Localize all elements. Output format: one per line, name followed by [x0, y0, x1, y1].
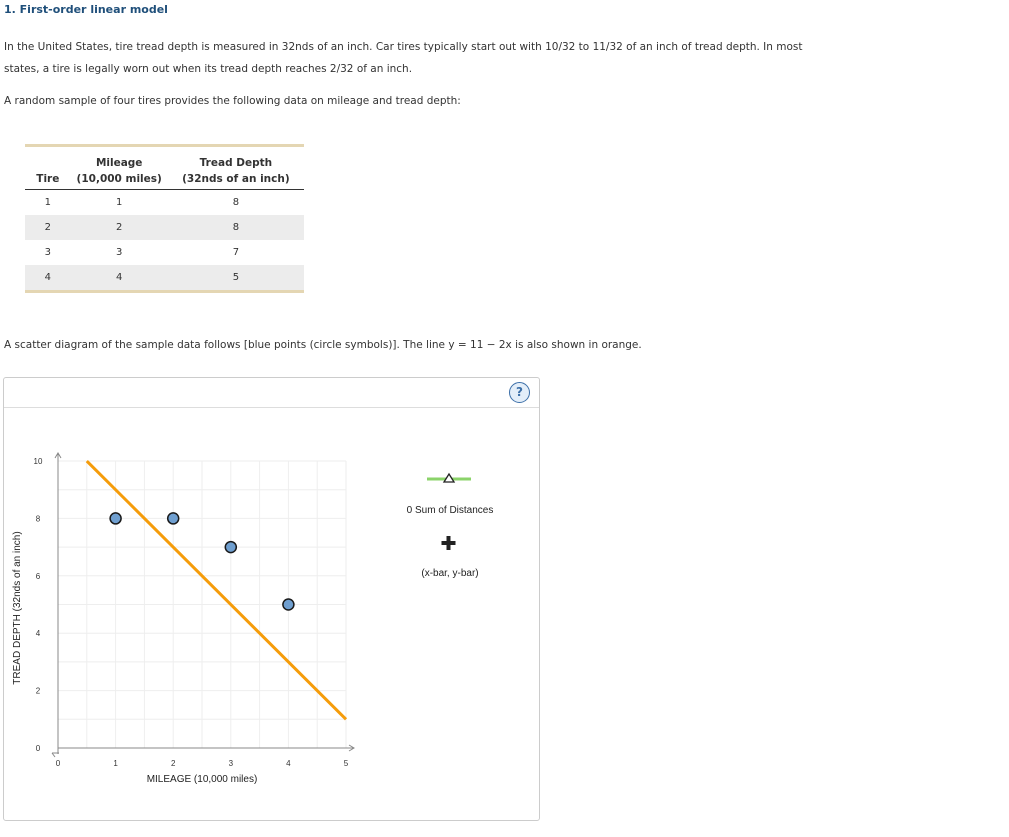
y-tick-label: 4 [35, 629, 41, 639]
plus-icon[interactable] [442, 536, 456, 550]
cell-tire: 1 [44, 197, 51, 208]
sample-text: A random sample of four tires provides the following data on mileage and tread depth: [4, 95, 461, 107]
y-tick-label: 8 [35, 514, 41, 524]
orange-line [87, 461, 346, 719]
mean-point-tool[interactable] [442, 536, 456, 550]
x-tick-label: 3 [228, 759, 234, 768]
data-point [168, 513, 179, 524]
header-mileage: Mileage [95, 157, 143, 169]
data-point [225, 542, 236, 553]
y-tick-label: 6 [35, 571, 41, 581]
chart-grid [58, 461, 346, 748]
cell-mileage: 4 [71, 265, 168, 290]
y-tick-label: 0 [35, 744, 41, 753]
x-tick-label: 5 [343, 759, 349, 768]
cell-depth: 8 [232, 197, 240, 208]
sum-of-distances-tool[interactable] [427, 474, 471, 482]
cell-mileage: 2 [71, 215, 168, 240]
chart-line-layer [87, 461, 346, 719]
x-tick-label: 4 [286, 759, 291, 768]
x-axis-label: MILEAGE (10,000 miles) [146, 774, 258, 785]
intro-text: In the United States, tire tread depth is measured in 32nds of an inch. Car tires typically start out with 10/32 to 11/32 of an inch of tread depth. In most states, a tire is legally worn out when its tread depth reaches 2/32 of an inch. [4, 41, 803, 75]
y-tick-label: 10 [33, 457, 43, 466]
help-icon[interactable]: ? [509, 382, 530, 403]
data-point [110, 513, 121, 524]
data-point [283, 599, 294, 610]
mean-point-label: (x-bar, y-bar) [421, 568, 479, 579]
sum-of-distances-label [400, 505, 500, 516]
cell-depth: 8 [168, 215, 304, 240]
header-tire: Tire [25, 169, 71, 190]
header-tread-depth: Tread Depth [199, 157, 273, 169]
sum-of-distances-text: Sum of Distances [414, 505, 494, 516]
cell-depth: 5 [168, 265, 304, 290]
question-title: 1. First-order linear model [4, 3, 168, 16]
cell-mileage: 3 [116, 247, 123, 258]
x-tick-label: 1 [113, 759, 118, 768]
header-depth-unit: (32nds of an inch) [168, 169, 304, 190]
y-tick-label: 2 [35, 686, 41, 696]
header-mileage-unit: (10,000 miles) [71, 169, 168, 190]
scatter-description: A scatter diagram of the sample data follows [blue points (circle symbols)]. The line y = 11 − 2x is also shown in orange. [4, 339, 642, 351]
y-axis-label: TREAD DEPTH (32nds of an inch) [12, 531, 23, 685]
cell-tire: 2 [25, 215, 71, 240]
cell-tire: 3 [44, 247, 51, 258]
cell-mileage: 1 [116, 197, 123, 208]
chart-tick-labels [34, 457, 349, 768]
cell-depth: 7 [232, 247, 240, 258]
x-tick-label: 0 [55, 759, 61, 768]
cell-tire: 4 [25, 265, 71, 290]
x-tick-label: 2 [170, 759, 176, 768]
sum-of-distances-value: 0 [406, 505, 413, 516]
